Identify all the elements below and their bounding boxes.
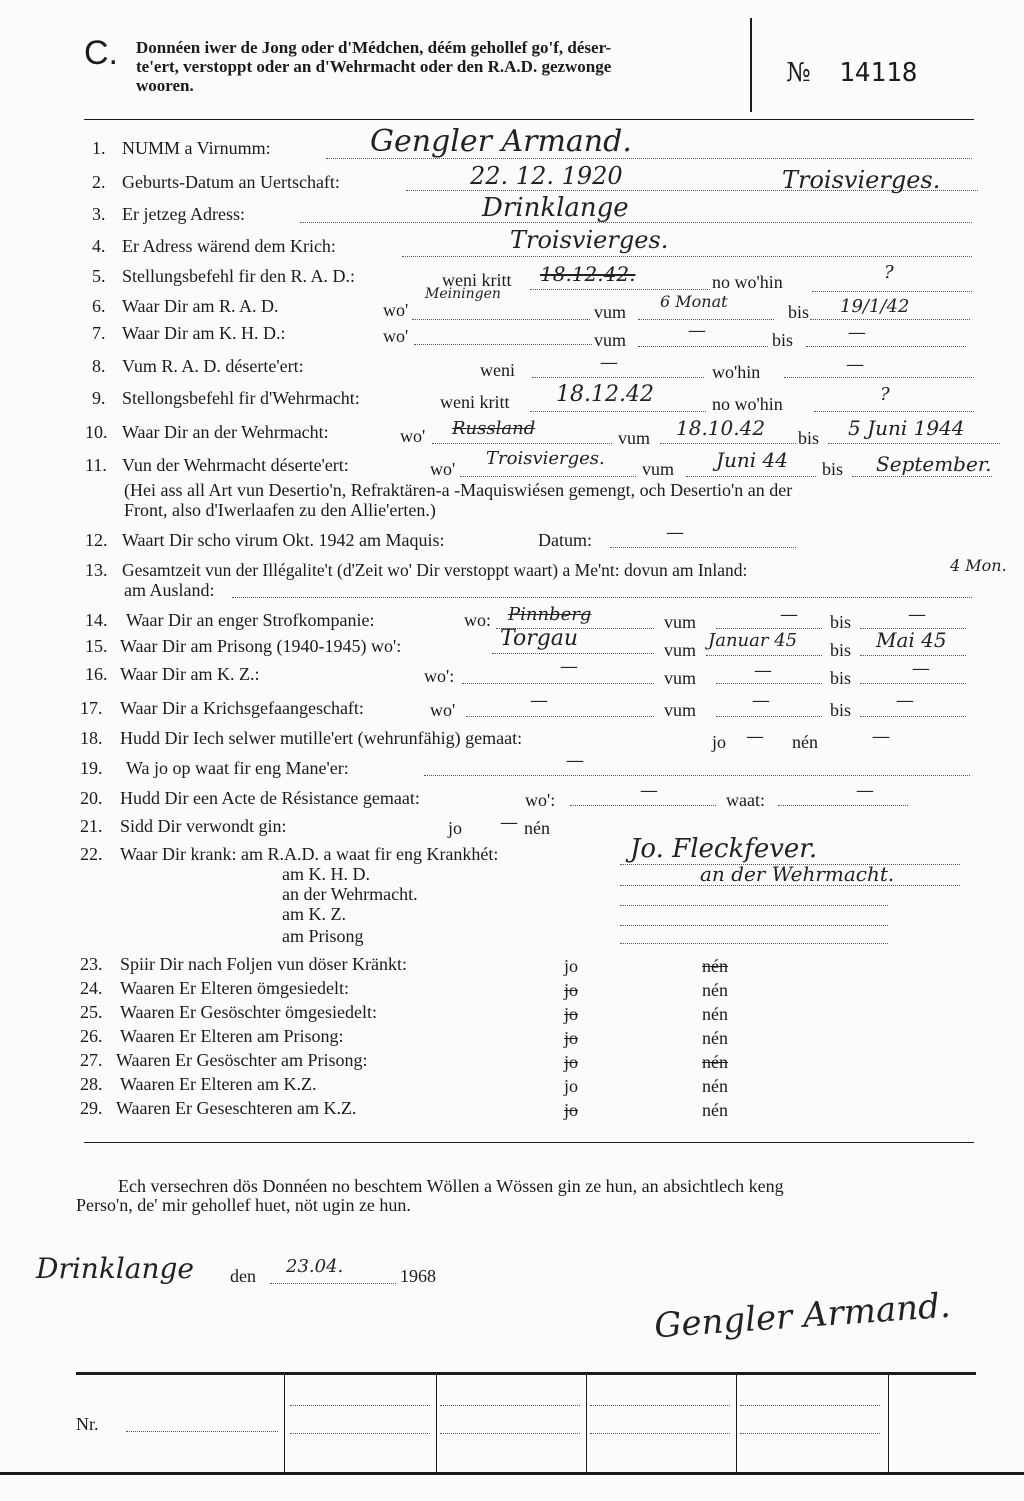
field-value-rad-order: 18.12.42. <box>540 262 636 286</box>
vum-label: vum <box>664 668 697 688</box>
dotted-line <box>810 318 970 320</box>
field-label: Waaren Er Geseschteren am K.Z. <box>116 1098 357 1118</box>
footer-column-divider <box>284 1374 285 1474</box>
header-title-line3: wooren. <box>136 76 194 95</box>
field-label: Er jetzeg Adress: <box>122 204 245 224</box>
field-value-wehrmacht-from: 18.10.42 <box>676 416 766 440</box>
field-value-rad-where: Meiningen <box>425 286 501 302</box>
dotted-line <box>814 410 974 412</box>
dotted-line <box>530 410 706 412</box>
row-number: 11. <box>85 455 107 475</box>
field-label: Vun der Wehrmacht déserte'ert: <box>122 455 349 475</box>
field-value-strof-to: — <box>908 604 926 625</box>
field-label: Waar Dir am R. A. D. <box>122 296 279 316</box>
sub-label-wehrmacht: an der Wehrmacht. <box>282 884 418 904</box>
field-value-wehrmacht-order: 18.12.42 <box>556 382 654 407</box>
field-label: Waaren Er Elteren am Prisong: <box>120 1026 344 1046</box>
field-value-illness: Jo. Fleckfever. <box>630 834 818 864</box>
dotted-line <box>492 652 654 654</box>
dotted-line <box>860 715 966 717</box>
dotted-line <box>590 1432 730 1434</box>
field-label: Gesamtzeit vun der Illégalite't (d'Zeit wo' Dir verstoppt waart) a Me'nt: dovun am Inland: <box>122 560 748 580</box>
field-value-pow-where: — <box>530 690 548 711</box>
declaration-line2: Perso'n, de' mir gehollef huet, nöt ugin ze hun. <box>76 1195 411 1215</box>
vum-label: vum <box>664 640 697 660</box>
footer-column-divider <box>586 1374 587 1474</box>
waat-label: waat: <box>726 790 765 810</box>
dotted-line <box>440 1404 580 1406</box>
jo-label-struck: jo <box>564 1100 579 1120</box>
number-symbol: № <box>786 58 811 88</box>
field-value-desert-where: Troisvierges. <box>486 448 605 469</box>
field-label: Waar Dir am K. H. D.: <box>122 323 286 343</box>
dotted-line <box>716 682 822 684</box>
dotted-line <box>300 221 972 223</box>
field-value-wehrmacht-to: 5 Juni 1944 <box>848 416 965 440</box>
dotted-line <box>620 904 888 906</box>
field-value-mutilation-manner: — <box>566 750 584 771</box>
form-number <box>786 58 917 88</box>
dotted-line <box>778 804 908 806</box>
row-number: 5. <box>92 266 106 286</box>
dotted-line <box>232 596 972 598</box>
nen-label: nén <box>702 980 728 1000</box>
field-note: Front, also d'Iwerlaafen zu den Allie'erten.) <box>124 500 436 520</box>
datum-label: Datum: <box>538 530 592 550</box>
field-value-inland-months: 4 Mon. <box>950 556 1007 575</box>
signature: Gengler Armand. <box>652 1285 952 1347</box>
field-value-desert-from: Juni 44 <box>716 448 788 472</box>
jo-label-struck: jo <box>564 1052 579 1072</box>
row-number: 3. <box>92 204 106 224</box>
number-value: 14118 <box>839 58 918 88</box>
footer-column-divider <box>736 1374 737 1474</box>
jo-label: jo <box>564 956 579 976</box>
vum-label: vum <box>664 612 697 632</box>
row-number: 27. <box>80 1050 103 1070</box>
field-value-resistance-where: — <box>640 780 658 801</box>
field-label: Waar Dir a Krichsgefaangeschaft: <box>120 698 364 718</box>
bis-label: bis <box>772 330 794 350</box>
field-label: Waart Dir scho virum Okt. 1942 am Maquis: <box>122 530 445 550</box>
wo-label: wo': <box>525 790 556 810</box>
row-number: 8. <box>92 356 106 376</box>
field-value-desert-to: September. <box>876 452 992 476</box>
field-label: Spiir Dir nach Foljen vun döser Kränkt: <box>120 954 407 974</box>
footer-column-divider <box>888 1374 889 1474</box>
row-number: 24. <box>80 978 103 998</box>
dotted-line <box>466 715 654 717</box>
field-label: Waar Dir am K. Z.: <box>120 664 260 684</box>
field-value-nen-mark: — <box>872 726 890 747</box>
field-value-kz-from: — <box>754 660 772 681</box>
field-value-khd-to: — <box>848 322 866 343</box>
vum-label: vum <box>618 428 651 448</box>
field-value-khd-from: — <box>688 320 706 341</box>
field-label: NUMM a Virnumm: <box>122 138 271 158</box>
section-rule <box>84 1142 974 1143</box>
field-label: Waaren Er Elteren ömgesiedelt: <box>120 978 349 998</box>
vum-label: vum <box>642 459 675 479</box>
weni-label: weni kritt <box>440 392 510 412</box>
row-number: 6. <box>92 296 106 316</box>
row-number: 9. <box>92 388 106 408</box>
dotted-line <box>706 654 822 656</box>
wo-label: wo' <box>383 326 409 346</box>
field-label: Waaren Er Gesöschter am Prisong: <box>116 1050 368 1070</box>
dotted-line <box>686 475 816 477</box>
dotted-line <box>812 290 972 292</box>
jo-label: jo <box>448 818 463 838</box>
header-title-line2: te'ert, verstoppt oder an d'Wehrmacht oder den R.A.D. gezwonge <box>136 57 612 76</box>
bis-label: bis <box>788 302 810 322</box>
dotted-line <box>126 1430 278 1432</box>
field-label: Stellongsbefehl fir d'Wehrmacht: <box>122 388 360 408</box>
field-label: Vum R. A. D. déserte'ert: <box>122 356 304 376</box>
wo-label: wo' <box>400 426 426 446</box>
dotted-line <box>610 546 796 548</box>
row-number: 17. <box>80 698 103 718</box>
dotted-line <box>660 442 796 444</box>
wo-label: wo: <box>464 610 491 630</box>
dotted-line <box>414 343 592 345</box>
dotted-line <box>424 774 970 776</box>
field-label: Sidd Dir verwondt gin: <box>120 816 287 836</box>
dotted-line <box>290 1432 430 1434</box>
dotted-line <box>570 804 716 806</box>
dotted-line <box>620 884 960 886</box>
field-label: Hudd Dir Iech selwer mutille'ert (wehrunfähig) gemaat: <box>120 728 523 748</box>
field-label: Wa jo op waat fir eng Mane'er: <box>126 758 349 778</box>
wo-label: wo' <box>383 300 409 320</box>
dotted-line <box>460 475 636 477</box>
field-value-war-address: Troisvierges. <box>510 226 669 254</box>
field-value-rad-from: 6 Monat <box>660 292 728 311</box>
nen-label: nén <box>702 1028 728 1048</box>
bis-label: bis <box>822 459 844 479</box>
row-number: 25. <box>80 1002 103 1022</box>
field-label: Hudd Dir een Acte de Résistance gemaat: <box>120 788 420 808</box>
field-value-resistance-what: — <box>856 780 874 801</box>
den-label: den <box>230 1266 256 1286</box>
dotted-line <box>432 442 612 444</box>
dotted-line <box>860 682 966 684</box>
footer-bottom-rule <box>0 1472 1024 1475</box>
field-value-wounded-mark: — <box>500 812 518 833</box>
row-number: 19. <box>80 758 103 778</box>
row-number: 15. <box>85 636 108 656</box>
dotted-line <box>270 1282 396 1284</box>
dotted-line <box>412 318 590 320</box>
field-label: Er Adress wärend dem Krich: <box>122 236 336 256</box>
row-number: 10. <box>85 422 108 442</box>
dotted-line <box>716 715 822 717</box>
row-number: 21. <box>80 816 103 836</box>
header-title <box>136 38 736 95</box>
field-value-kz-where: — <box>560 656 578 677</box>
vum-label: vum <box>664 700 697 720</box>
field-value-rad-to: 19/1/42 <box>840 296 910 317</box>
field-value-maquis-date: — <box>666 522 684 543</box>
jo-label: jo <box>564 1076 579 1096</box>
header-divider <box>750 18 752 112</box>
bis-label: bis <box>830 640 852 660</box>
bis-label: bis <box>830 668 852 688</box>
field-value-rad-desert-when: — <box>600 352 618 373</box>
footer-top-rule <box>76 1372 976 1375</box>
wohin-label: no wo'hin <box>712 394 783 414</box>
weni-label: weni <box>480 360 515 380</box>
field-value-birthdate: 22. 12. 1920 <box>470 162 623 190</box>
dotted-line <box>716 627 822 629</box>
dotted-line <box>590 1404 730 1406</box>
row-number: 23. <box>80 954 103 974</box>
footer-column-divider <box>436 1374 437 1474</box>
field-value-rad-desert-where: — <box>846 354 864 375</box>
declaration-line1: Ech versechren dös Donnéen no beschtem Wöllen a Wössen gin ze hun, an absichtlech keng <box>118 1176 784 1196</box>
nen-label-struck: nén <box>702 956 728 976</box>
nen-label: nén <box>702 1076 728 1096</box>
signature-date: 23.04. <box>286 1256 344 1277</box>
dotted-line <box>784 376 974 378</box>
nen-label-struck: nén <box>702 1052 728 1072</box>
nen-label: nén <box>702 1004 728 1024</box>
dotted-line <box>806 345 966 347</box>
field-value-prison-to: Mai 45 <box>876 628 947 652</box>
field-value-kz-to: — <box>912 658 930 679</box>
jo-label: jo <box>712 732 727 752</box>
jo-label-struck: jo <box>564 1004 579 1024</box>
field-label: Geburts-Datum an Uertschaft: <box>122 172 340 192</box>
jo-label-struck: jo <box>564 980 579 1000</box>
row-number: 7. <box>92 323 106 343</box>
field-label: Waaren Er Gesöschter ömgesiedelt: <box>120 1002 377 1022</box>
row-number: 22. <box>80 844 103 864</box>
header-title-line1: Donnéen iwer de Jong oder d'Médchen, déém gehollef go'f, déser- <box>136 38 612 57</box>
dotted-line <box>530 288 710 290</box>
nen-label: nén <box>792 732 818 752</box>
row-number: 12. <box>85 530 108 550</box>
dotted-line <box>532 376 704 378</box>
dotted-line <box>620 942 888 944</box>
dotted-line <box>440 1432 580 1434</box>
field-label: Waar Dir am Prisong (1940-1945) wo': <box>120 636 402 656</box>
sub-label-khd: am K. H. D. <box>282 864 370 884</box>
dotted-line <box>620 924 888 926</box>
row-number: 18. <box>80 728 103 748</box>
row-number: 29. <box>80 1098 103 1118</box>
row-number: 20. <box>80 788 103 808</box>
dotted-line <box>860 654 966 656</box>
dotted-line <box>290 1404 430 1406</box>
dotted-line <box>740 1404 880 1406</box>
sub-label-prisong: am Prisong <box>282 926 364 946</box>
nen-label: nén <box>524 818 550 838</box>
signature-place: Drinklange <box>36 1252 194 1285</box>
wo-label: wo' <box>430 459 456 479</box>
wohin-label: no wo'hin <box>712 272 783 292</box>
header-rule <box>84 119 974 120</box>
field-value-wehrmacht-wohin: ? <box>880 384 890 405</box>
dotted-line <box>828 442 1000 444</box>
row-number: 16. <box>85 664 108 684</box>
bis-label: bis <box>798 428 820 448</box>
sub-label-kz: am K. Z. <box>282 904 346 924</box>
field-note: (Hei ass all Art vun Desertio'n, Refraktären-a -Maquiswiésen gemengt, och Desertio'n an der <box>124 480 793 500</box>
field-label: Waar Dir an der Wehrmacht: <box>122 422 329 442</box>
signature-year: 1968 <box>400 1266 436 1286</box>
row-number: 4. <box>92 236 106 256</box>
field-value-strofkompanie: Pinnberg <box>508 604 592 625</box>
field-value-pow-from: — <box>752 690 770 711</box>
field-label: Waar Dir krank: am R.A.D. a waat fir eng Krankhét: <box>120 844 499 864</box>
field-value-illness-wehrmacht: an der Wehrmacht. <box>700 862 895 886</box>
weni-label: weni kritt <box>442 270 512 290</box>
field-value-pow-to: — <box>896 690 914 711</box>
field-label: Stellungsbefehl fir den R. A. D.: <box>122 266 355 286</box>
nr-label: Nr. <box>76 1414 99 1434</box>
dotted-line <box>740 1432 880 1434</box>
row-number: 13. <box>85 560 108 580</box>
field-value-address: Drinklange <box>482 193 629 223</box>
nen-label: nén <box>702 1100 728 1120</box>
section-letter: C. <box>84 34 118 72</box>
dotted-line <box>638 318 774 320</box>
field-label: Waar Dir an enger Strofkompanie: <box>126 610 375 630</box>
wo-label: wo': <box>424 666 455 686</box>
bis-label: bis <box>830 612 852 632</box>
row-number: 2. <box>92 172 106 192</box>
row-number: 28. <box>80 1074 103 1094</box>
row-number: 14. <box>85 610 108 630</box>
field-value-strof-from: — <box>780 604 798 625</box>
ausland-label: am Ausland: <box>124 580 215 600</box>
dotted-line <box>402 255 972 257</box>
field-label: Waaren Er Elteren am K.Z. <box>120 1074 317 1094</box>
field-value-name: Gengler Armand. <box>370 124 632 159</box>
field-value-prison-from: Januar 45 <box>708 630 798 651</box>
wohin-label: wo'hin <box>712 362 761 382</box>
row-number: 1. <box>92 138 106 158</box>
bis-label: bis <box>830 700 852 720</box>
wo-label: wo' <box>430 700 456 720</box>
dotted-line <box>638 345 768 347</box>
field-value-jo-mark: — <box>746 726 764 747</box>
vum-label: vum <box>594 330 627 350</box>
dotted-line <box>462 682 654 684</box>
field-value-birthplace: Troisvierges. <box>782 166 941 194</box>
field-value-wehrmacht-where: Russland <box>452 418 536 439</box>
jo-label-struck: jo <box>564 1028 579 1048</box>
field-value-prison-where: Torgau <box>500 626 579 651</box>
vum-label: vum <box>594 302 627 322</box>
field-value-rad-wohin: ? <box>884 262 894 283</box>
row-number: 26. <box>80 1026 103 1046</box>
